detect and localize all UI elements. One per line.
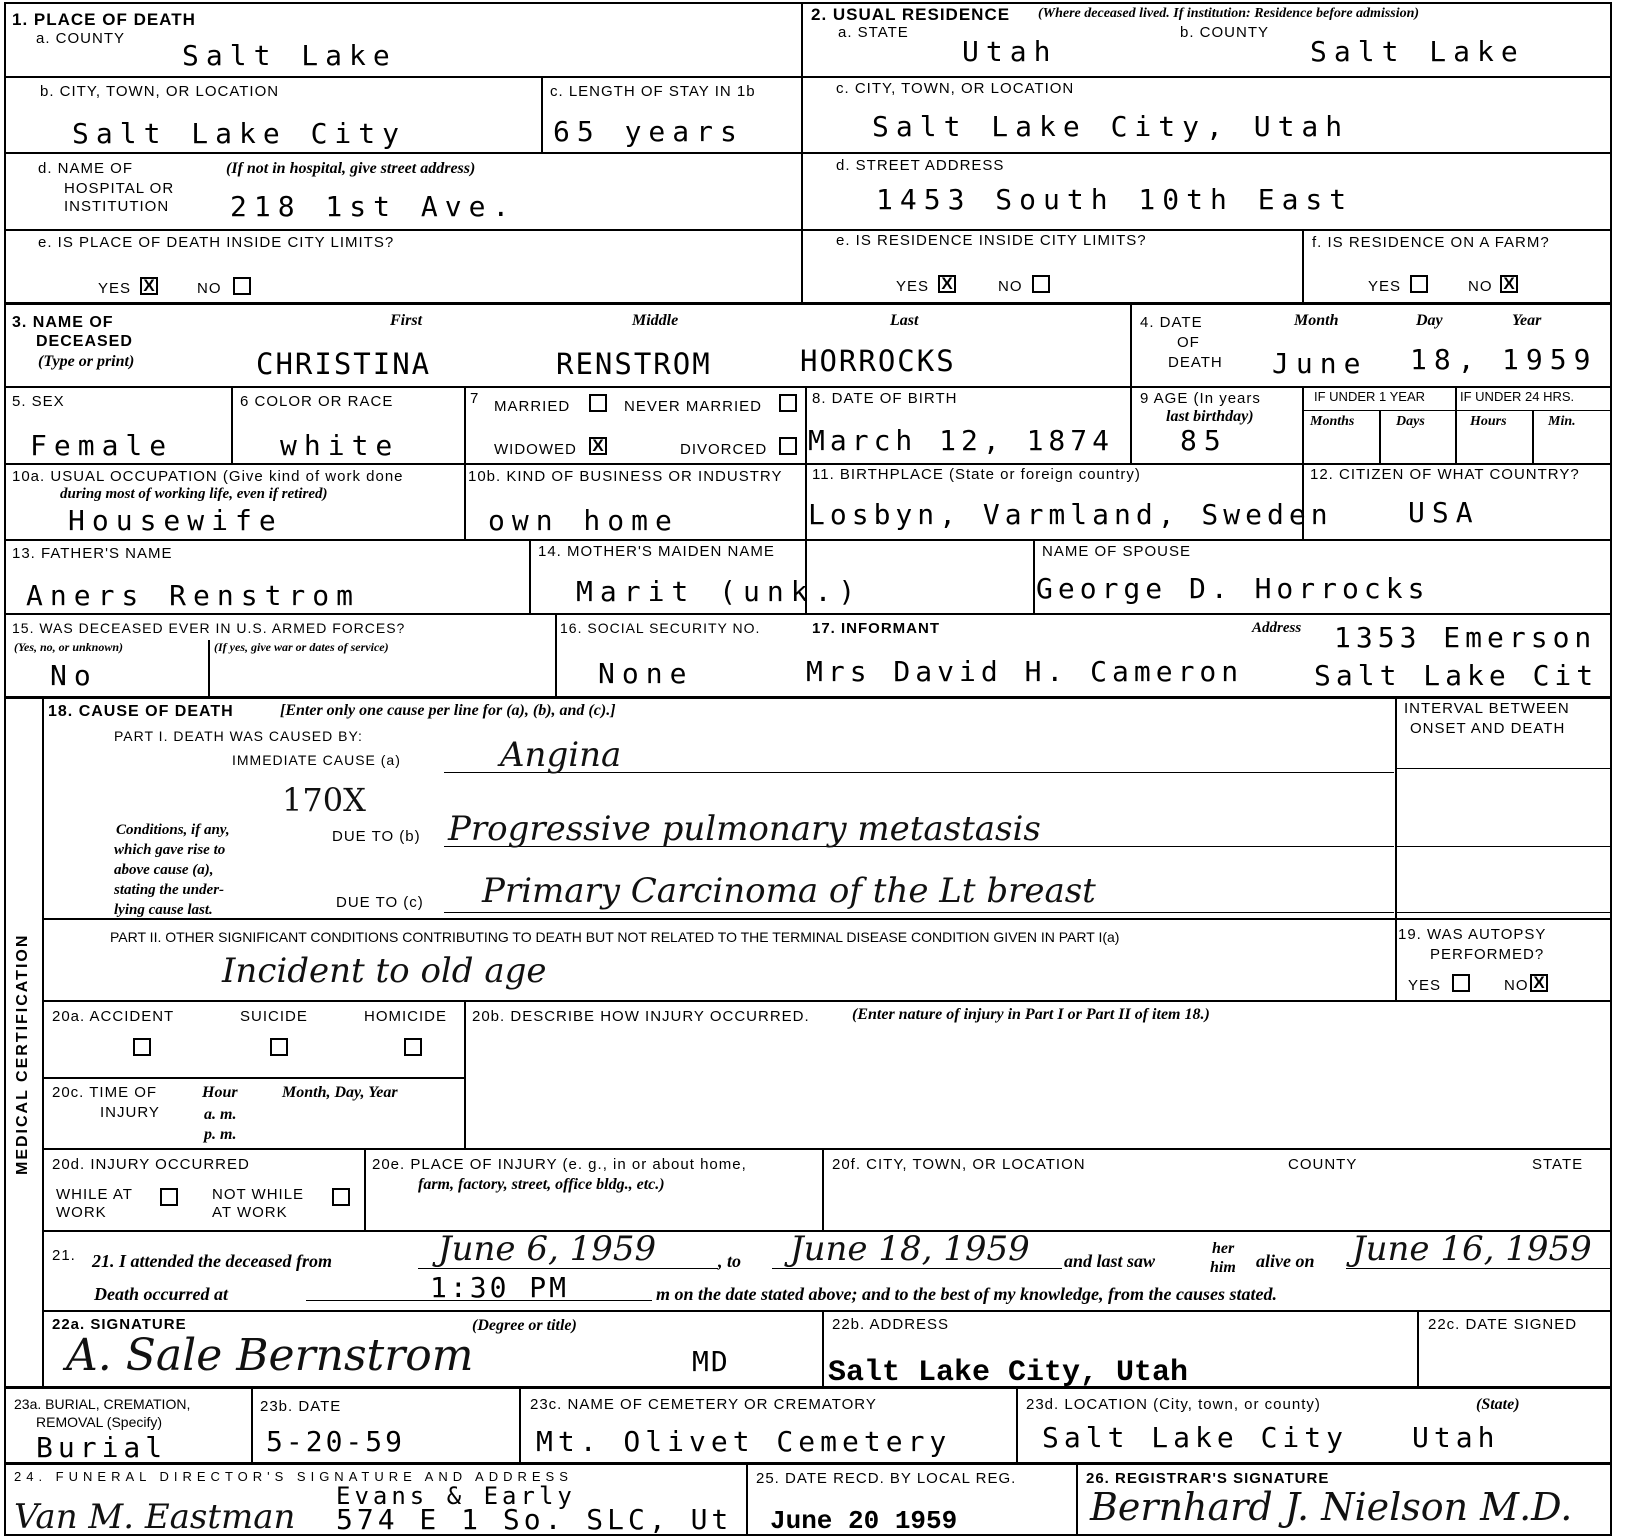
while-work-1: WHILE AT: [56, 1186, 133, 1203]
race-label: 6 COLOR OR RACE: [240, 393, 394, 410]
middle-label: Middle: [632, 312, 679, 329]
conditions-5: lying cause last.: [114, 902, 213, 918]
res-county-label: b. COUNTY: [1180, 24, 1270, 41]
father-name: Aners Renstrom: [26, 579, 361, 612]
mother-label: 14. MOTHER'S MAIDEN NAME: [538, 543, 775, 560]
dod-label-3: DEATH: [1168, 354, 1223, 371]
time-label-1: 20c. TIME OF: [52, 1084, 158, 1101]
injury-state-label: STATE: [1532, 1156, 1584, 1173]
sex: Female: [30, 429, 174, 462]
burial-state-label: (State): [1476, 1396, 1520, 1413]
interval-label-1: INTERVAL BETWEEN: [1404, 700, 1570, 717]
registrar-signature: Bernhard J. Nielson M.D.: [1090, 1485, 1573, 1529]
burial-label-1: 23a. BURIAL, CREMATION,: [14, 1396, 191, 1412]
occupation: Housewife: [68, 504, 283, 537]
informant-address-label: Address: [1252, 620, 1302, 636]
business: own home: [488, 504, 679, 537]
cause-note: [Enter only one cause per line for (a), (b), and (c).]: [280, 702, 616, 719]
burial-date-label: 23b. DATE: [260, 1398, 342, 1415]
birthplace: Losbyn, Varmland, Sweden: [808, 498, 1333, 531]
cause-code: 170X: [282, 781, 366, 819]
funeral-director-signature: Van M. Eastman: [14, 1497, 296, 1537]
physician-address: Salt Lake City, Utah: [828, 1356, 1189, 1390]
name-label-2: DECEASED: [36, 333, 133, 350]
stay-label: c. LENGTH OF STAY IN 1b: [550, 83, 756, 100]
residence-city: Salt Lake City, Utah: [872, 110, 1350, 143]
widowed-label: WIDOWED: [494, 441, 577, 458]
occurred-at-label: Death occurred at: [94, 1284, 228, 1304]
dod-year-label: Year: [1512, 312, 1542, 329]
suicide-checkbox[interactable]: [270, 1038, 288, 1056]
to-label: , to: [718, 1251, 742, 1271]
citizen: USA: [1408, 496, 1480, 529]
first-label: First: [390, 312, 423, 329]
race: white: [280, 429, 400, 462]
physician-signature: A. Sale Bernstrom: [66, 1330, 474, 1381]
medical-certification-label: MEDICAL CERTIFICATION: [14, 933, 31, 1175]
accident-checkbox[interactable]: [133, 1038, 151, 1056]
birth-label: 8. DATE OF BIRTH: [812, 390, 958, 407]
signature-label: 22a. SIGNATURE: [52, 1316, 187, 1333]
cause-label: 18. CAUSE OF DEATH: [48, 703, 234, 720]
him-label: him: [1210, 1259, 1236, 1276]
conditions-2: which gave rise to: [114, 842, 226, 858]
armed-forces-sub-2: (If yes, give war or dates of service): [214, 640, 389, 654]
conditions-3: above cause (a),: [114, 862, 214, 878]
business-label: 10b. KIND OF BUSINESS OR INDUSTRY: [468, 468, 783, 485]
time-label-2: INJURY: [100, 1104, 160, 1121]
last-saw-label: and last saw: [1064, 1251, 1156, 1271]
father-label: 13. FATHER'S NAME: [12, 545, 173, 562]
no-label: NO: [197, 280, 222, 297]
min-label: Min.: [1548, 414, 1576, 429]
death-county: Salt Lake: [182, 39, 397, 72]
death-city-limits-no-checkbox[interactable]: [233, 277, 251, 295]
death-city: Salt Lake City: [72, 117, 407, 150]
dod-month-label: Month: [1294, 312, 1339, 329]
name-label-1: 3. NAME OF: [12, 314, 114, 331]
burial-location-label: 23d. LOCATION (City, town, or county): [1026, 1396, 1321, 1413]
disposition: Burial: [36, 1431, 168, 1464]
never-married-checkbox[interactable]: [779, 394, 797, 412]
due-b-label: DUE TO (b): [332, 828, 421, 845]
widowed-checkbox[interactable]: X: [589, 437, 607, 455]
under1-label: IF UNDER 1 YEAR: [1314, 389, 1426, 404]
attend-number: 21.: [52, 1247, 76, 1264]
physician-degree: MD: [692, 1345, 730, 1378]
alive-label: alive on: [1256, 1251, 1315, 1271]
city-label: b. CITY, TOWN, OR LOCATION: [40, 83, 280, 100]
hospital-note: (If not in hospital, give street address): [226, 160, 476, 177]
while-work-checkbox[interactable]: [160, 1188, 178, 1206]
due-c-label: DUE TO (c): [336, 894, 424, 911]
farm-yes-label: YES: [1368, 278, 1402, 295]
length-of-stay: 65 years: [553, 115, 744, 148]
informant-label: 17. INFORMANT: [812, 620, 941, 637]
spouse-label: NAME OF SPOUSE: [1042, 543, 1192, 560]
first-name: CHRISTINA: [256, 347, 432, 381]
injury-city-label: 20f. CITY, TOWN, OR LOCATION: [832, 1156, 1086, 1173]
while-work-2: WORK: [56, 1204, 107, 1221]
autopsy-no-label: NO: [1504, 977, 1529, 994]
hospital-label-1: d. NAME OF: [38, 160, 134, 177]
death-city-limits-label: e. IS PLACE OF DEATH INSIDE CITY LIMITS?: [38, 234, 395, 251]
burial-location: Salt Lake City: [1042, 1421, 1349, 1454]
birthplace-label: 11. BIRTHPLACE (State or foreign country): [812, 466, 1141, 483]
age: 85: [1180, 424, 1228, 457]
attend-label: 21. I attended the deceased from: [92, 1251, 332, 1271]
farm-yes-checkbox[interactable]: [1410, 275, 1428, 293]
place-injury-label-1: 20e. PLACE OF INJURY (e. g., in or about home,: [372, 1156, 747, 1173]
ssn-label: 16. SOCIAL SECURITY NO.: [560, 620, 761, 636]
farm-label: f. IS RESIDENCE ON A FARM?: [1312, 234, 1550, 251]
res-city-limits-label: e. IS RESIDENCE INSIDE CITY LIMITS?: [836, 232, 1147, 249]
date-signed-label: 22c. DATE SIGNED: [1428, 1316, 1578, 1333]
autopsy-yes-checkbox[interactable]: [1452, 974, 1470, 992]
burial-date: 5-20-59: [266, 1425, 406, 1458]
autopsy-yes-label: YES: [1408, 977, 1442, 994]
informant-address-1: 1353 Emerson: [1334, 621, 1597, 654]
spouse-name: George D. Horrocks: [1036, 572, 1430, 605]
sex-label: 5. SEX: [12, 393, 65, 410]
months-label: Months: [1310, 414, 1355, 429]
armed-forces-label: 15. WAS DECEASED EVER IN U.S. ARMED FORCES?: [12, 620, 406, 636]
immediate-cause: Angina: [500, 735, 622, 775]
dod-label-2: OF: [1177, 334, 1200, 351]
res-city-limits-no-checkbox[interactable]: [1032, 275, 1050, 293]
homicide-label: HOMICIDE: [364, 1008, 447, 1025]
informant-name: Mrs David H. Cameron: [806, 655, 1244, 688]
yes-label: YES: [98, 280, 132, 297]
place-injury-label-2: farm, factory, street, office bldg., etc.): [418, 1176, 665, 1193]
homicide-checkbox[interactable]: [404, 1038, 422, 1056]
registrar-label: 26. REGISTRAR'S SIGNATURE: [1086, 1470, 1330, 1487]
county-label: a. COUNTY: [36, 30, 126, 47]
funeral-address: 574 E 1 So. SLC, Ut: [336, 1503, 733, 1536]
res-yes-label: YES: [896, 278, 930, 295]
part1-label: PART I. DEATH WAS CAUSED BY:: [114, 728, 363, 744]
place-of-death-label: 1. PLACE OF DEATH: [12, 10, 196, 29]
describe-label: 20b. DESCRIBE HOW INJURY OCCURRED.: [472, 1008, 810, 1025]
attend-from: June 6, 1959: [438, 1229, 657, 1269]
age-label-1: 9 AGE (In years: [1140, 390, 1261, 407]
dod-year: 1959: [1502, 343, 1598, 376]
res-city-label: c. CITY, TOWN, OR LOCATION: [836, 80, 1075, 97]
street-label: d. STREET ADDRESS: [836, 157, 1005, 174]
autopsy-label-1: 19. WAS AUTOPSY: [1398, 926, 1547, 943]
ssn: None: [598, 657, 694, 690]
married-label: MARRIED: [494, 398, 571, 415]
sig-address-label: 22b. ADDRESS: [832, 1316, 950, 1333]
funeral-firm: Evans & Early: [336, 1482, 576, 1510]
informant-address-2: Salt Lake Cit: [1314, 659, 1599, 692]
residence-state: Utah: [962, 35, 1058, 68]
date-received: June 20 1959: [770, 1506, 958, 1536]
not-work-2: AT WORK: [212, 1204, 288, 1221]
autopsy-no-checkbox[interactable]: X: [1530, 974, 1548, 992]
immediate-label: IMMEDIATE CAUSE (a): [232, 752, 401, 768]
suicide-label: SUICIDE: [240, 1008, 308, 1025]
farm-no-label: NO: [1468, 278, 1493, 295]
res-city-limits-yes-checkbox[interactable]: X: [938, 275, 956, 293]
marital-number: 7: [470, 390, 480, 407]
mother-name: Marit (unk.): [576, 575, 863, 608]
hour-label: Hour: [202, 1084, 238, 1101]
res-no-label: NO: [998, 278, 1023, 295]
death-time: 1:30 PM: [430, 1271, 570, 1304]
death-city-limits-yes-checkbox[interactable]: X: [140, 277, 158, 295]
attend-to: June 18, 1959: [790, 1229, 1030, 1269]
mdy-label: Month, Day, Year: [282, 1084, 398, 1101]
burial-state: Utah: [1412, 1421, 1500, 1454]
cemetery: Mt. Olivet Cemetery: [536, 1425, 952, 1458]
conditions-1: Conditions, if any,: [116, 822, 230, 838]
hours-label: Hours: [1470, 414, 1507, 429]
occupation-label-2: during most of working life, even if retired): [60, 486, 328, 502]
last-label: Last: [890, 312, 919, 329]
age-label-2: last birthday): [1166, 408, 1254, 425]
am-label: a. m.: [204, 1106, 237, 1123]
dod-day-label: Day: [1416, 312, 1443, 329]
degree-label: (Degree or title): [472, 1317, 577, 1334]
residence-label: 2. USUAL RESIDENCE: [811, 5, 1011, 24]
alive-on: June 16, 1959: [1352, 1229, 1592, 1269]
funeral-label: 24. FUNERAL DIRECTOR'S SIGNATURE AND ADDRESS: [14, 1469, 573, 1484]
residence-note: (Where deceased lived. If institution: Residence before admission): [1038, 6, 1420, 21]
form-frame: [4, 2, 1612, 1536]
armed-forces: No: [50, 659, 98, 692]
citizen-label: 12. CITIZEN OF WHAT COUNTRY?: [1310, 466, 1580, 483]
married-checkbox[interactable]: [589, 394, 607, 412]
residence-street: 1453 South 10th East: [876, 183, 1354, 216]
last-name: HORROCKS: [800, 344, 956, 378]
occurred-label: 20d. INJURY OCCURRED: [52, 1156, 250, 1173]
name-label-3: (Type or print): [38, 353, 135, 370]
recd-label: 25. DATE RECD. BY LOCAL REG.: [756, 1470, 1017, 1487]
farm-no-checkbox[interactable]: X: [1500, 275, 1518, 293]
dod-label-1: 4. DATE: [1140, 314, 1203, 331]
interval-label-2: ONSET AND DEATH: [1410, 720, 1566, 737]
cemetery-label: 23c. NAME OF CEMETERY OR CREMATORY: [530, 1396, 877, 1413]
never-married-label: NEVER MARRIED: [624, 398, 763, 415]
state-label: a. STATE: [838, 24, 909, 41]
accident-label: 20a. ACCIDENT: [52, 1008, 175, 1025]
attest-tail: m on the date stated above; and to the best of my knowledge, from the causes stated.: [656, 1284, 1277, 1304]
injury-county-label: COUNTY: [1288, 1156, 1358, 1173]
armed-forces-sub-1: (Yes, no, or unknown): [14, 640, 124, 654]
days-label: Days: [1396, 414, 1425, 429]
her-label: her: [1212, 1240, 1235, 1257]
under24-label: IF UNDER 24 HRS.: [1460, 389, 1575, 404]
dod-month: June: [1272, 347, 1368, 380]
part2-conditions: Incident to old age: [222, 951, 547, 991]
part2-label: PART II. OTHER SIGNIFICANT CONDITIONS CONTRIBUTING TO DEATH BUT NOT RELATED TO THE TERMINAL DISEASE CONDITION GIVEN IN PART I(a): [110, 929, 1120, 945]
burial-label-2: REMOVAL (Specify): [36, 1414, 163, 1430]
hospital-address: 218 1st Ave.: [230, 190, 517, 223]
conditions-4: stating the under-: [114, 882, 225, 898]
date-of-birth: March 12, 1874: [808, 424, 1115, 457]
not-work-checkbox[interactable]: [332, 1188, 350, 1206]
occupation-label-1: 10a. USUAL OCCUPATION (Give kind of work done: [12, 468, 404, 485]
hospital-label-2: HOSPITAL OR: [64, 180, 175, 197]
divorced-label: DIVORCED: [680, 441, 768, 458]
divorced-checkbox[interactable]: [779, 437, 797, 455]
due-to-c: Primary Carcinoma of the Lt breast: [482, 871, 1096, 911]
not-work-1: NOT WHILE: [212, 1186, 305, 1203]
autopsy-label-2: PERFORMED?: [1430, 946, 1545, 963]
hospital-label-3: INSTITUTION: [64, 198, 170, 215]
pm-label: p. m.: [204, 1126, 237, 1143]
dod-day: 18,: [1410, 343, 1482, 376]
residence-county: Salt Lake: [1310, 35, 1525, 68]
due-to-b: Progressive pulmonary metastasis: [448, 809, 1041, 849]
middle-name: RENSTROM: [556, 347, 712, 381]
describe-note: (Enter nature of injury in Part I or Part II of item 18.): [852, 1006, 1210, 1023]
